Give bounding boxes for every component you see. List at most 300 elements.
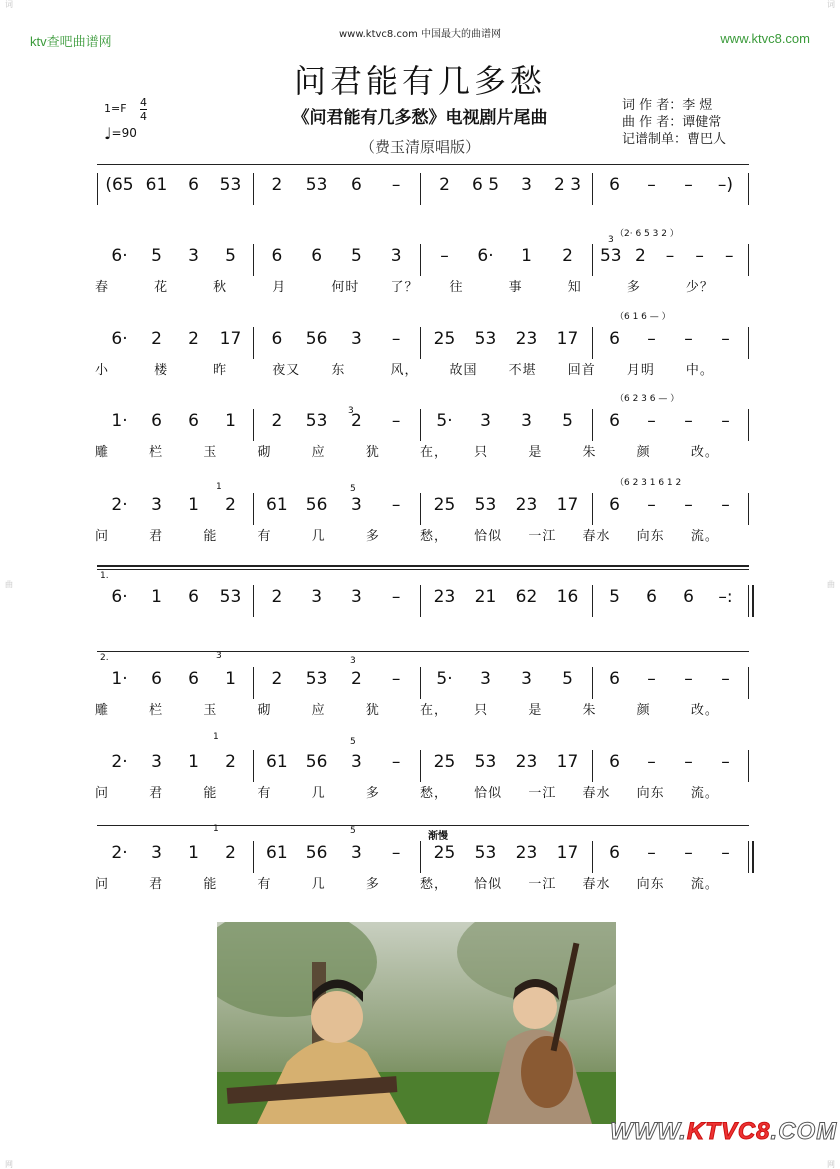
barline — [97, 173, 98, 205]
dynamic-marking: 渐慢 — [428, 831, 448, 842]
note: 6 — [271, 246, 283, 266]
lyric: 多 — [365, 529, 380, 544]
watermark-part: .COM — [770, 1118, 838, 1145]
grace-note: 3 — [608, 235, 614, 245]
lyric: 秋 — [213, 280, 228, 295]
note: 1· — [111, 669, 128, 689]
barline — [748, 173, 749, 205]
note: 3 — [521, 175, 532, 195]
note: 21 — [474, 587, 497, 607]
note: 3 — [521, 411, 532, 431]
tempo-value: =90 — [111, 126, 137, 140]
note: 6 — [188, 175, 199, 195]
arranger: 记谱制单：曹巴人 — [622, 132, 727, 147]
lyric: 少？ — [685, 280, 714, 295]
note: 6 5 — [471, 175, 500, 195]
note: 3 — [480, 411, 491, 431]
note: – — [440, 246, 449, 266]
grace-note: 5 — [350, 826, 356, 836]
note: 3 — [350, 329, 362, 349]
meter-top: 4 — [140, 96, 147, 109]
lyric: 愁， — [420, 529, 449, 544]
note: 2· — [111, 843, 128, 863]
note: 6 — [151, 669, 162, 689]
lyric: 雕 — [95, 445, 110, 460]
note: 53 — [599, 246, 622, 266]
watermark-brand: KTVC8 — [686, 1118, 771, 1145]
lyric: 在， — [420, 703, 449, 718]
note: 61 — [145, 175, 168, 195]
note: 1 — [188, 495, 199, 515]
grace-note: 1 — [213, 824, 219, 834]
interlude-annotation: （2· 6 5 3 2 ） — [615, 229, 679, 239]
barline — [253, 585, 254, 617]
volta-number: 2. — [100, 653, 109, 663]
note: 2 — [562, 246, 573, 266]
note: 6· — [111, 329, 128, 349]
lyric: 有 — [257, 529, 272, 544]
note: –) — [717, 175, 734, 195]
lyric: 只 — [474, 445, 489, 460]
lyric: 砌 — [257, 703, 272, 718]
credits — [622, 97, 726, 148]
note: 3 — [390, 246, 402, 266]
lyric: 在， — [420, 445, 449, 460]
note: 6 — [609, 669, 620, 689]
note: – — [391, 175, 401, 195]
interlude-annotation: （6 2 3 1 6 1 2 — [615, 478, 682, 488]
lyric: 改。 — [690, 445, 719, 460]
lyric: 流。 — [690, 786, 719, 801]
note: 2 — [271, 587, 283, 607]
note: 2 — [271, 175, 283, 195]
note: – — [724, 246, 734, 266]
lyric: 玉 — [203, 445, 218, 460]
quarter-note-icon: ♩ — [104, 124, 112, 143]
note: 61 — [266, 495, 288, 515]
lyric: 几 — [311, 529, 326, 544]
grace-note: 1 — [216, 482, 222, 492]
lyric: 中。 — [685, 363, 714, 378]
note: 2 — [271, 411, 283, 431]
note: 2 — [271, 669, 283, 689]
note: 3 — [521, 669, 532, 689]
barline — [592, 667, 593, 699]
lyric: 何时 — [331, 280, 360, 295]
note: 5 — [562, 669, 573, 689]
barline — [253, 841, 254, 873]
note: – — [647, 752, 656, 772]
barline — [420, 493, 421, 525]
lyric: 月 — [272, 280, 287, 295]
lyricist: 词 作 者：李 煜 — [622, 98, 713, 113]
note: 17 — [556, 752, 579, 772]
note: 56 — [305, 495, 328, 515]
side-watermark: 曲 — [4, 580, 14, 589]
barline — [748, 327, 749, 359]
note: 5 — [151, 246, 162, 266]
lyric: 应 — [311, 445, 326, 460]
note: 6 — [609, 495, 620, 515]
note: 56 — [305, 843, 328, 863]
lyric: 颜 — [636, 703, 651, 718]
note: 3 — [350, 752, 362, 772]
note: 6 — [646, 587, 657, 607]
note: 1 — [225, 669, 236, 689]
barline — [253, 244, 254, 276]
note: 6 — [188, 587, 199, 607]
note: 6 — [271, 329, 283, 349]
note: 6 — [188, 411, 199, 431]
note: – — [391, 495, 401, 515]
barline — [420, 409, 421, 441]
lyric: 一江 — [528, 786, 557, 801]
side-watermark: 词 — [4, 0, 14, 9]
lyric: 多 — [626, 280, 641, 295]
side-watermark: 词 — [826, 0, 836, 9]
note: 25 — [433, 843, 456, 863]
note: 6 — [151, 411, 162, 431]
song-title: 问君能有几多愁 — [293, 62, 546, 100]
drama-still-illustration — [217, 922, 616, 1124]
note: – — [647, 175, 656, 195]
lyric: 夜又 — [272, 363, 301, 378]
lyric: 故国 — [449, 363, 478, 378]
barline — [420, 585, 421, 617]
lyric: 犹 — [365, 703, 380, 718]
lyric: 风， — [390, 363, 419, 378]
lyric: 东 — [331, 363, 346, 378]
lyric: 能 — [203, 786, 218, 801]
note: –: — [718, 587, 733, 607]
system-line — [97, 164, 749, 165]
lyric: 君 — [149, 877, 164, 892]
final-barline — [752, 841, 754, 873]
note: 6· — [111, 587, 128, 607]
note: 53 — [219, 175, 242, 195]
lyric: 恰似 — [474, 877, 503, 892]
lyric: 花 — [154, 280, 169, 295]
lyric: 几 — [311, 786, 326, 801]
system-line — [97, 825, 749, 826]
note: (65 — [105, 175, 134, 195]
note: – — [721, 411, 730, 431]
lyric: 几 — [311, 877, 326, 892]
grace-note: 5 — [350, 484, 356, 494]
barline — [420, 750, 421, 782]
note: – — [647, 411, 656, 431]
note: 1 — [188, 843, 199, 863]
note: 2 — [188, 329, 199, 349]
note: – — [695, 246, 704, 266]
drama-still-image — [217, 922, 616, 1124]
note: – — [391, 587, 401, 607]
note: 53 — [474, 843, 497, 863]
note: 6 — [609, 843, 620, 863]
barline — [420, 841, 421, 873]
note: 53 — [305, 669, 328, 689]
note: 1 — [188, 752, 199, 772]
note: 56 — [305, 752, 328, 772]
lyric: 愁， — [420, 877, 449, 892]
lyric: 往 — [449, 280, 464, 295]
lyric: 春 — [95, 280, 110, 295]
lyric: 春水 — [582, 877, 611, 892]
lyric: 君 — [149, 786, 164, 801]
note: 2 3 — [553, 175, 582, 195]
lyric: 愁， — [420, 786, 449, 801]
note: – — [684, 843, 693, 863]
left-watermark-strip — [2, 0, 16, 1169]
lyric: 昨 — [213, 363, 228, 378]
note: 2· — [111, 495, 128, 515]
note: 23 — [515, 495, 538, 515]
song-subtitle: 《问君能有几多愁》电视剧片尾曲 — [292, 108, 548, 128]
lyric: 春水 — [582, 786, 611, 801]
lyric: 向东 — [636, 786, 665, 801]
volta-bracket — [97, 569, 749, 570]
lyric: 能 — [203, 877, 218, 892]
lyric: 流。 — [690, 877, 719, 892]
note: 53 — [305, 411, 328, 431]
barline — [748, 585, 749, 617]
lyric: 雕 — [95, 703, 110, 718]
note: 1· — [111, 411, 128, 431]
note: – — [721, 843, 730, 863]
barline — [592, 585, 593, 617]
note: 1 — [151, 587, 162, 607]
watermark-part: WWW. — [610, 1118, 687, 1145]
note: 2 — [634, 246, 646, 266]
lyric: 问 — [95, 877, 110, 892]
repeat-line — [97, 565, 749, 567]
note: – — [647, 329, 656, 349]
grace-note: 3 — [216, 651, 222, 661]
note: 5 — [562, 411, 573, 431]
note: 3 — [350, 587, 362, 607]
barline — [748, 750, 749, 782]
footer-watermark — [610, 1118, 837, 1146]
lyric: 朱 — [582, 703, 597, 718]
barline — [748, 493, 749, 525]
note: 53 — [219, 587, 242, 607]
note: 3 — [311, 587, 323, 607]
barline — [592, 173, 593, 205]
lyric: 是 — [528, 445, 543, 460]
note: 53 — [474, 329, 497, 349]
note: – — [721, 495, 730, 515]
top-url: www.ktvc8.com 中国最大的曲谱网 — [338, 29, 501, 40]
note: – — [684, 411, 693, 431]
note: 6· — [477, 246, 494, 266]
note: – — [391, 752, 401, 772]
note: 56 — [305, 329, 328, 349]
note: 3 — [480, 669, 491, 689]
note: 6 — [188, 669, 199, 689]
note: 3 — [151, 495, 162, 515]
brand-left[interactable]: ktv查吧曲谱网 — [30, 34, 112, 49]
key-signature: 1=F — [104, 102, 127, 115]
note: 3 — [151, 843, 162, 863]
barline — [592, 493, 593, 525]
lyric: 有 — [257, 877, 272, 892]
note: 2 — [225, 495, 236, 515]
lyric: 了？ — [390, 280, 419, 295]
barline — [253, 409, 254, 441]
song-version: （费玉清原唱版） — [359, 138, 480, 156]
note: 6· — [111, 246, 128, 266]
lyric: 能 — [203, 529, 218, 544]
barline — [592, 409, 593, 441]
side-watermark: 网 — [826, 1160, 836, 1169]
lyric: 是 — [528, 703, 543, 718]
side-watermark: 曲 — [826, 580, 836, 589]
note: 2 — [151, 329, 162, 349]
final-barline — [752, 585, 754, 617]
note: 2 — [225, 843, 236, 863]
lyric: 只 — [474, 703, 489, 718]
note: 6 — [683, 587, 694, 607]
note: – — [665, 246, 675, 266]
note: 2 — [350, 411, 362, 431]
lyric: 楼 — [154, 363, 169, 378]
lyric: 改。 — [690, 703, 719, 718]
grace-note: 3 — [350, 656, 356, 666]
note: 1 — [521, 246, 532, 266]
time-signature — [140, 96, 147, 123]
note: – — [721, 329, 730, 349]
lyric: 玉 — [203, 703, 218, 718]
barline — [592, 327, 593, 359]
note: 25 — [433, 752, 456, 772]
note: 5 — [350, 246, 362, 266]
note: 2 — [439, 175, 450, 195]
side-watermark: 网 — [4, 1160, 14, 1169]
note: 53 — [305, 175, 328, 195]
note: – — [721, 669, 730, 689]
lyric: 栏 — [149, 703, 164, 718]
note: 17 — [556, 329, 579, 349]
note: 3 — [188, 246, 199, 266]
interlude-annotation: （6 2 3 6 — ） — [615, 394, 680, 404]
lyric: 小 — [95, 363, 110, 378]
brand-right[interactable]: www.ktvc8.com — [720, 31, 810, 46]
note: – — [684, 669, 693, 689]
volta-bracket — [97, 651, 749, 652]
note: 5· — [436, 411, 453, 431]
barline — [420, 173, 421, 205]
note: 17 — [556, 843, 579, 863]
note: 25 — [433, 495, 456, 515]
barline — [592, 841, 593, 873]
barline — [420, 667, 421, 699]
grace-note: 5 — [350, 737, 356, 747]
note: 3 — [350, 495, 362, 515]
lyric: 砌 — [257, 445, 272, 460]
barline — [420, 244, 421, 276]
lyric: 回首 — [567, 363, 596, 378]
note: 2 — [225, 752, 236, 772]
note: – — [684, 495, 693, 515]
note: 53 — [474, 495, 497, 515]
barline — [420, 327, 421, 359]
lyric: 事 — [508, 280, 523, 295]
note: 3 — [350, 843, 362, 863]
lyric: 应 — [311, 703, 326, 718]
note: 62 — [515, 587, 538, 607]
meter-bottom: 4 — [140, 110, 147, 123]
note: 53 — [474, 752, 497, 772]
note: – — [647, 669, 656, 689]
lyric: 多 — [365, 786, 380, 801]
lyric: 不堪 — [508, 363, 537, 378]
note: 16 — [556, 587, 579, 607]
note: 17 — [219, 329, 242, 349]
note: 5 — [609, 587, 620, 607]
barline — [748, 841, 749, 873]
barline — [253, 493, 254, 525]
lyric: 向东 — [636, 529, 665, 544]
lyric: 犹 — [365, 445, 380, 460]
barline — [253, 173, 254, 205]
note: 6 — [609, 752, 620, 772]
note: 6 — [609, 411, 620, 431]
volta-number: 1. — [100, 571, 109, 581]
lyric: 一江 — [528, 529, 557, 544]
note: 6 — [609, 175, 620, 195]
note: – — [647, 843, 656, 863]
note: 6 — [350, 175, 362, 195]
grace-note: 1 — [213, 732, 219, 742]
note: 23 — [515, 843, 538, 863]
barline — [748, 409, 749, 441]
note: 23 — [515, 752, 538, 772]
note: 61 — [266, 752, 288, 772]
right-watermark-strip — [824, 0, 838, 1169]
grace-note: 3 — [348, 406, 354, 416]
lyric: 恰似 — [474, 786, 503, 801]
note: 17 — [556, 495, 579, 515]
composer: 曲 作 者：谭健常 — [622, 115, 722, 130]
interlude-annotation: （6 1 6 — ） — [615, 312, 671, 322]
lyric: 一江 — [528, 877, 557, 892]
note: – — [684, 175, 693, 195]
note: – — [647, 495, 656, 515]
lyric: 颜 — [636, 445, 651, 460]
lyric: 有 — [257, 786, 272, 801]
lyric: 恰似 — [474, 529, 503, 544]
note: – — [684, 329, 693, 349]
lyric: 月明 — [626, 363, 655, 378]
lyric: 流。 — [690, 529, 719, 544]
note: 2· — [111, 752, 128, 772]
lyric: 春水 — [582, 529, 611, 544]
lyric: 朱 — [582, 445, 597, 460]
note: 23 — [433, 587, 456, 607]
note: 6 — [609, 329, 620, 349]
barline — [253, 750, 254, 782]
note: 6 — [311, 246, 323, 266]
lyric: 问 — [95, 786, 110, 801]
note: – — [391, 843, 401, 863]
barline — [253, 327, 254, 359]
note: 23 — [515, 329, 538, 349]
note: 3 — [151, 752, 162, 772]
barline — [253, 667, 254, 699]
tempo-marking — [104, 124, 137, 143]
barline — [748, 667, 749, 699]
barline — [592, 750, 593, 782]
